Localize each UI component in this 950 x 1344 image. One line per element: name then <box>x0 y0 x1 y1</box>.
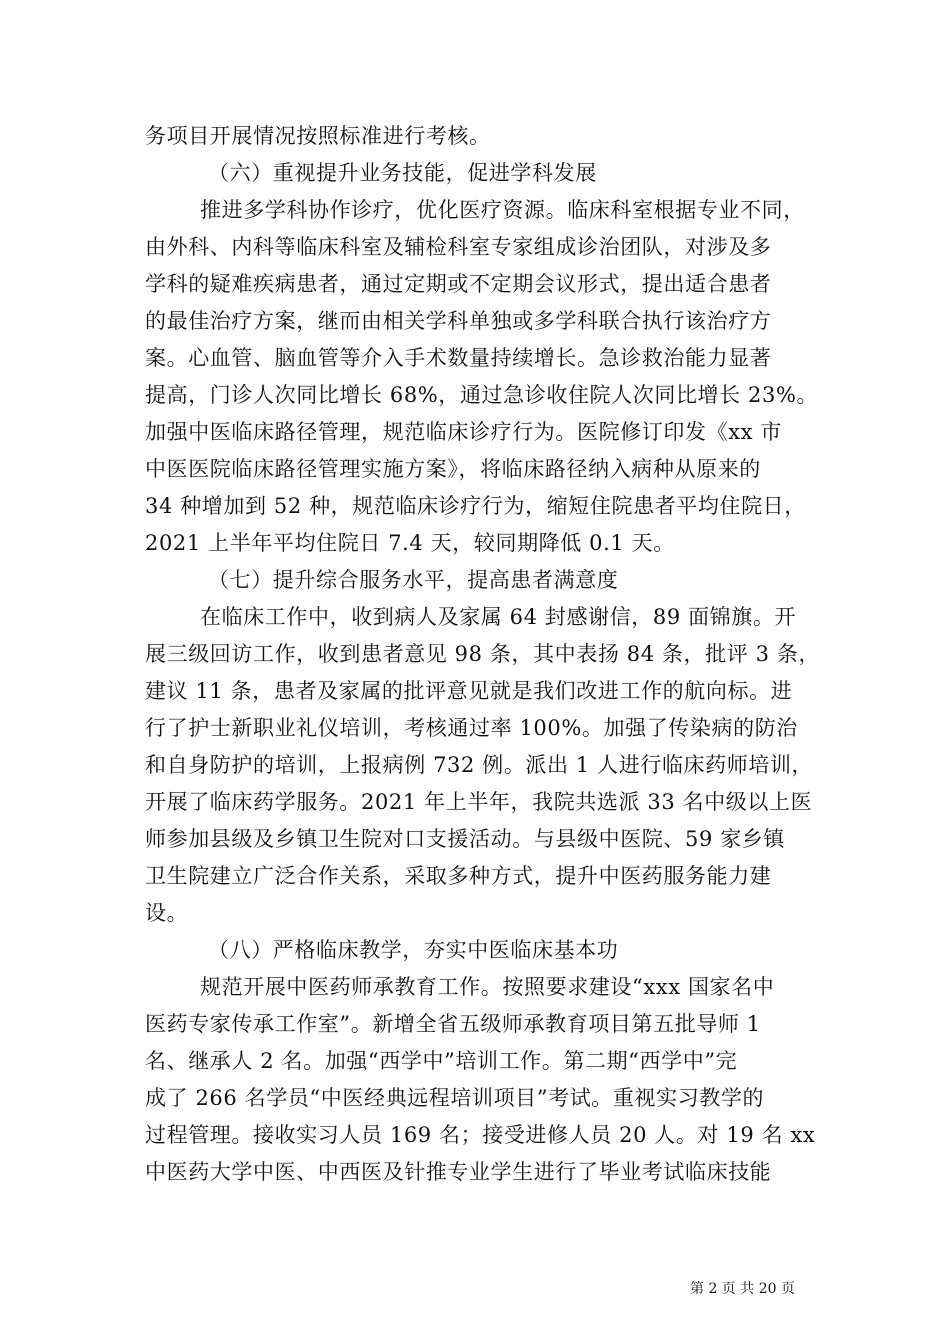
text-line: 加强中医临床路径管理，规范临床诊疗行为。医院修订印发《xx 市 <box>145 420 782 444</box>
text-line: 学科的疑难疾病患者，通过定期或不定期会议形式，提出适合患者 <box>145 272 772 296</box>
text-line: 提高，门诊人次同比增长 68%，通过急诊收住院人次同比增长 23%。 <box>145 383 819 407</box>
text-line: 中医医院临床路径管理实施方案》，将临床路径纳入病种从原来的 <box>145 457 761 481</box>
text-line: 行了护士新职业礼仪培训，考核通过率 100%。加强了传染病的防治 <box>145 716 798 740</box>
text-line: 由外科、内科等临床科室及辅检科室专家组成诊治团队，对涉及多 <box>145 235 772 259</box>
text-line: 卫生院建立广泛合作关系，采取多种方式，提升中医药服务能力建 <box>145 864 772 888</box>
text-line: 和自身防护的培训，上报病例 732 例。派出 1 人进行临床药师培训， <box>145 753 814 777</box>
section-heading-8: （八）严格临床教学，夯实中医临床基本功 <box>208 938 619 962</box>
text-line: 名、继承人 2 名。加强“西学中”培训工作。第二期“西学中”完 <box>145 1049 738 1073</box>
text-line: 2021 上半年平均住院日 7.4 天，较同期降低 0.1 天。 <box>145 531 675 555</box>
text-line: 中医药大学中医、中西医及针推专业学生进行了毕业考试临床技能 <box>145 1160 772 1184</box>
section-heading-6: （六）重视提升业务技能，促进学科发展 <box>208 161 597 185</box>
text-line: 在临床工作中，收到病人及家属 64 封感谢信，89 面锦旗。开 <box>200 605 797 629</box>
text-line: 推进多学科协作诊疗，优化医疗资源。临床科室根据专业不同， <box>200 198 805 222</box>
text-line: 设。 <box>145 901 189 925</box>
text-line: 34 种增加到 52 种，规范临床诊疗行为，缩短住院患者平均住院日， <box>145 494 806 518</box>
text-line: 的最佳治疗方案，继而由相关学科单独或多学科联合执行该治疗方 <box>145 309 772 333</box>
text-line: 师参加县级及乡镇卫生院对口支援活动。与县级中医院、59 家乡镇 <box>145 827 785 851</box>
page-number-footer: 第 2 页 共 20 页 <box>690 1281 795 1297</box>
text-line: 展三级回访工作，收到患者意见 98 条，其中表扬 84 条，批评 3 条， <box>145 642 821 666</box>
text-line: 成了 266 名学员“中医经典远程培训项目”考试。重视实习教学的 <box>145 1086 765 1110</box>
text-line: 务项目开展情况按照标准进行考核。 <box>145 124 491 148</box>
text-line: 规范开展中医药师承教育工作。按照要求建设“xxx 国家名中 <box>200 975 775 999</box>
text-line: 开展了临床药学服务。2021 年上半年，我院共选派 33 名中级以上医 <box>145 790 813 814</box>
text-line: 建议 11 条，患者及家属的批评意见就是我们改进工作的航向标。进 <box>145 679 793 703</box>
text-line: 案。心血管、脑血管等介入手术数量持续增长。急诊救治能力显著 <box>145 346 772 370</box>
section-heading-7: （七）提升综合服务水平，提高患者满意度 <box>208 568 619 592</box>
text-line: 医药专家传承工作室”。新增全省五级师承教育项目第五批导师 1 <box>145 1012 761 1036</box>
text-line: 过程管理。接收实习人员 169 名；接受进修人员 20 人。对 19 名 xx <box>145 1123 816 1147</box>
